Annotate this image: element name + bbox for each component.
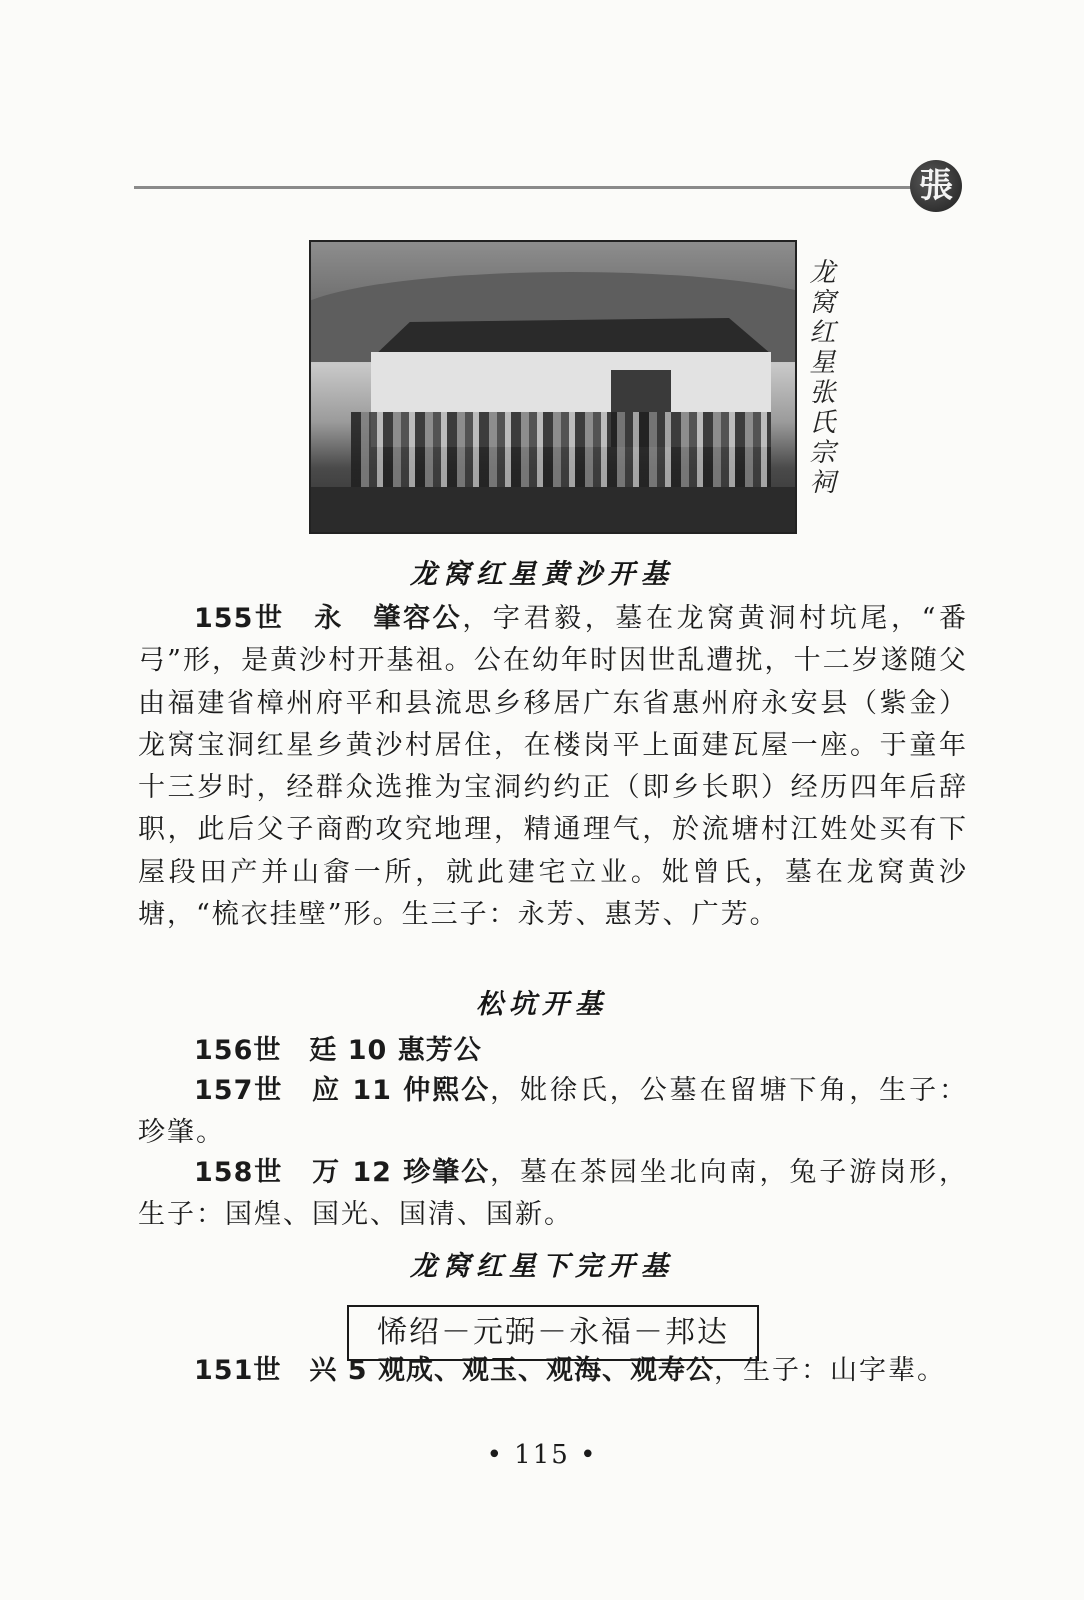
photo-crowd	[351, 412, 771, 492]
paragraph-157	[138, 1070, 968, 1155]
paragraph-text: ，妣徐氏，公墓在留塘下角，生子：珍肇。	[138, 1075, 969, 1149]
section-title-xiawan: 龙窝红星下完开基	[410, 1251, 674, 1282]
paragraph-156	[138, 1030, 968, 1072]
paragraph-151	[138, 1350, 968, 1392]
paragraph-text: ，字君毅，墓在龙窝黄洞村坑尾，“番弓”形，是黄沙村开基祖。公在幼年时因世乱遭扰，十二岁遂随父由福建省樟州府平和县流思乡移居广东省惠州府永安县（紫金）龙窝宝洞红星乡黄沙村居住，在楼岗平上面建瓦屋一座。于童年十三岁时，经群众选推为宝洞约约正（即乡长职）经历四年后辞职，此后父子商酌攻究地理，精通理气，於流塘村江姓处买有下屋段田产并山畲一所，就此建宅立业。妣曾氏，墓在龙窝黄沙塘，“梳衣挂壁”形。生三子：永芳、惠芳、广芳。	[138, 603, 968, 931]
surname-seal: 張	[910, 160, 962, 212]
generation-lead: 157世 应 11 仲熙公	[194, 1075, 491, 1106]
paragraph-158	[138, 1152, 968, 1237]
header-rule	[134, 186, 920, 189]
generation-lead: 151世 兴 5 观成、观玉、观海、观寿公	[194, 1355, 714, 1386]
paragraph-text: ，生子：山字辈。	[713, 1355, 946, 1386]
ancestral-hall-photo	[309, 240, 797, 534]
generation-lead: 158世 万 12 珍肇公	[194, 1157, 491, 1188]
generation-lead: 155世 永 肇容公	[194, 603, 463, 634]
generation-lead: 156世 廷 10 惠芳公	[194, 1035, 482, 1066]
paragraph-text: ，墓在茶园坐北向南，兔子游岗形，生子：国煌、国光、国清、国新。	[138, 1157, 969, 1231]
paragraph-155	[138, 598, 968, 936]
page-number: • 115 •	[486, 1440, 598, 1470]
section-title-songkeng: 松坑开基	[476, 989, 608, 1020]
photo-caption: 龙窝红星张氏宗祠	[805, 258, 835, 498]
lineage-box: 悕绍－元弼－永福－邦达	[347, 1305, 759, 1361]
photo-ground	[311, 487, 795, 532]
section-title-huangsha: 龙窝红星黄沙开基	[410, 559, 674, 590]
